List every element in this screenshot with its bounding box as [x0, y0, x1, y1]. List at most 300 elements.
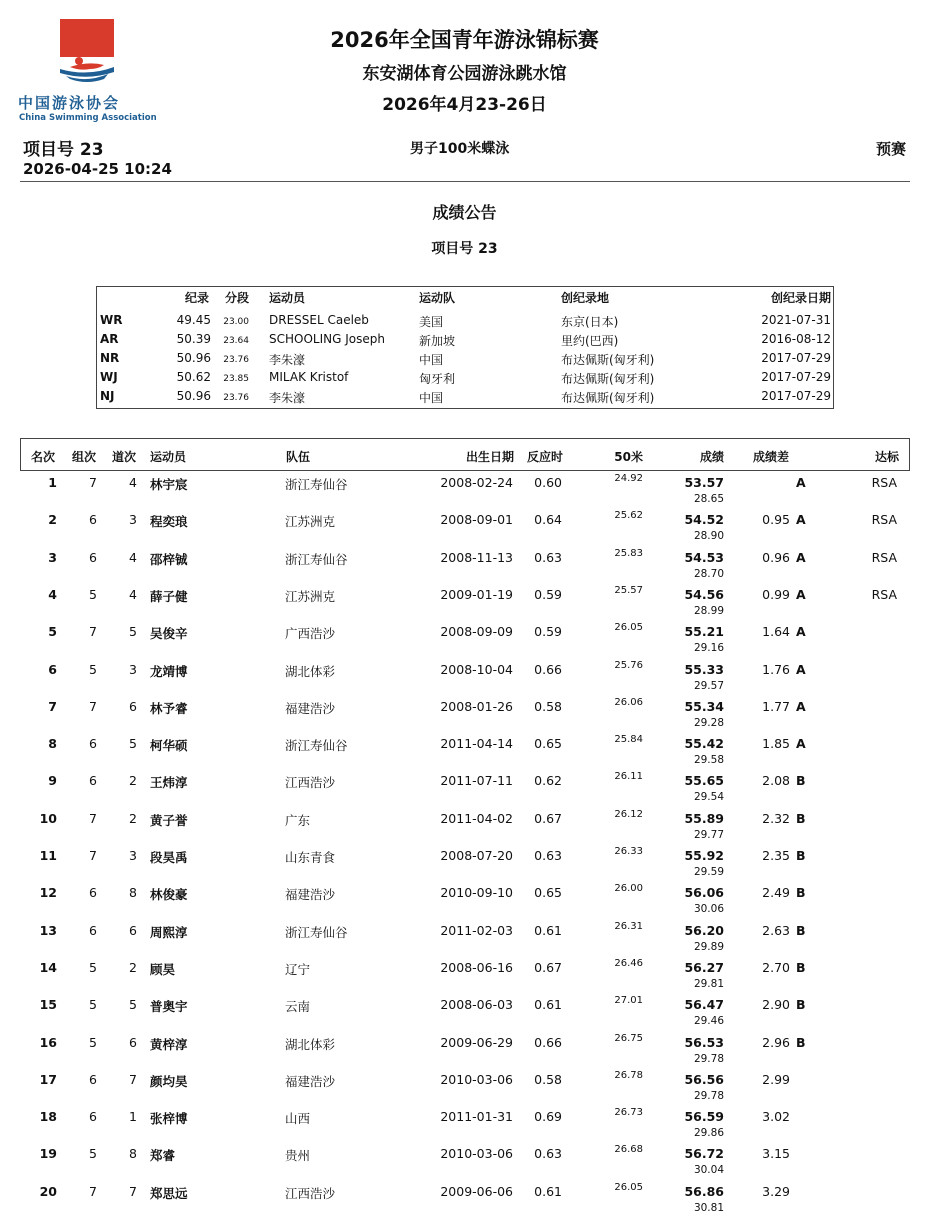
result-lane: 6 [129, 1034, 137, 1050]
result-athlete: 林俊豪 [150, 887, 188, 903]
result-heat: 7 [89, 1183, 97, 1199]
result-split-second-50: 29.57 [693, 679, 724, 692]
result-split-50m: 26.05 [614, 1181, 643, 1193]
result-reaction-time: 0.65 [534, 885, 562, 901]
result-time-behind: 2.63 [762, 922, 790, 938]
result-birth-date: 2011-04-02 [440, 810, 513, 826]
result-qualification-level: B [796, 810, 806, 826]
result-heat: 6 [89, 1109, 97, 1125]
logo-cn-text: 中国游泳协会 [18, 94, 121, 112]
result-time-behind: 2.96 [762, 1034, 790, 1050]
result-reaction-time: 0.62 [534, 773, 562, 789]
record-cell: 2017-07-29 [761, 389, 831, 403]
result-birth-date: 2008-02-24 [440, 475, 513, 490]
result-reaction-time: 0.59 [534, 586, 562, 602]
event-number: 项目号 23 [23, 140, 104, 160]
notice-title: 成绩公告 [432, 203, 497, 222]
results-header-cell: 达标 [874, 450, 899, 464]
result-result: 56.59 [684, 1109, 724, 1125]
result-heat: 7 [89, 624, 97, 640]
result-team: 广东 [285, 812, 311, 828]
result-split-second-50: 30.81 [693, 1201, 724, 1214]
record-row [97, 332, 833, 351]
record-cell: 中国 [419, 391, 444, 405]
result-team: 云南 [285, 999, 311, 1015]
result-athlete: 颜均昊 [150, 1073, 188, 1089]
record-cell: 美国 [419, 315, 444, 329]
result-rank: 14 [39, 959, 57, 975]
result-birth-date: 2010-09-10 [440, 885, 513, 901]
results-header-cell: 组次 [72, 450, 97, 464]
result-lane: 8 [129, 885, 137, 901]
result-rank: 12 [39, 885, 57, 901]
result-lane: 7 [129, 1183, 137, 1199]
results-header-cell: 运动员 [150, 450, 187, 464]
result-time-behind: 0.99 [762, 586, 790, 602]
result-split-50m: 26.31 [614, 920, 643, 932]
result-rank: 7 [48, 698, 57, 714]
record-cell: 50.62 [176, 370, 211, 384]
result-birth-date: 2008-11-13 [440, 549, 513, 565]
result-split-50m: 26.75 [614, 1032, 643, 1044]
result-athlete: 程奕琅 [150, 514, 188, 530]
result-split-50m: 26.05 [614, 622, 643, 634]
result-split-50m: 26.33 [614, 846, 643, 857]
result-split-second-50: 29.59 [693, 866, 724, 878]
record-cell: NJ [100, 389, 115, 403]
result-birth-date: 2008-09-01 [440, 512, 513, 528]
result-result: 56.47 [684, 997, 724, 1013]
result-heat: 5 [89, 1146, 97, 1162]
result-split-second-50: 28.90 [693, 530, 724, 543]
result-split-50m: 26.78 [614, 1069, 643, 1081]
result-split-50m: 26.46 [614, 957, 643, 969]
result-reaction-time: 0.65 [534, 736, 562, 752]
result-split-50m: 26.12 [614, 808, 643, 820]
result-result: 54.53 [684, 549, 724, 565]
record-cell: 中国 [419, 353, 444, 367]
records-table [96, 286, 834, 409]
result-result: 53.57 [684, 475, 724, 490]
result-rank: 18 [39, 1109, 57, 1125]
result-heat: 6 [89, 773, 97, 789]
result-reaction-time: 0.67 [534, 810, 562, 826]
result-lane: 5 [129, 997, 137, 1013]
result-heat: 5 [89, 661, 97, 677]
result-time-behind: 0.95 [762, 512, 790, 528]
result-athlete: 王炜淳 [150, 775, 188, 791]
result-split-second-50: 29.78 [693, 1089, 724, 1102]
records-header-cell: 纪录 [184, 291, 209, 305]
result-split-second-50: 29.16 [693, 642, 724, 655]
result-heat: 6 [89, 736, 97, 752]
result-standard: RSA [871, 475, 897, 490]
result-athlete: 郑思远 [150, 1185, 188, 1201]
result-team: 福建浩沙 [285, 1073, 336, 1089]
result-qualification-level: A [796, 661, 806, 677]
result-result: 56.56 [684, 1071, 724, 1087]
results-header-cell: 50米 [614, 450, 643, 464]
result-lane: 3 [129, 512, 137, 528]
record-cell: 2021-07-31 [761, 313, 831, 327]
divider [20, 181, 910, 182]
result-split-50m: 25.84 [614, 734, 643, 746]
result-team: 浙江寿仙谷 [285, 924, 348, 940]
result-athlete: 邵梓铖 [150, 551, 188, 567]
result-lane: 3 [129, 661, 137, 677]
result-heat: 5 [89, 1034, 97, 1050]
result-split-second-50: 29.89 [693, 940, 724, 953]
result-rank: 5 [48, 624, 57, 640]
record-cell: DRESSEL Caeleb [269, 313, 369, 327]
result-lane: 2 [129, 810, 137, 826]
result-time-behind: 2.32 [762, 810, 790, 826]
result-rank: 15 [39, 997, 57, 1013]
result-time-behind: 3.15 [762, 1146, 790, 1162]
result-reaction-time: 0.66 [534, 1034, 562, 1050]
result-reaction-time: 0.63 [534, 549, 562, 565]
result-team: 江苏洲克 [285, 588, 336, 604]
result-team: 浙江寿仙谷 [285, 738, 348, 754]
result-qualification-level: B [796, 959, 806, 975]
result-heat: 6 [89, 1071, 97, 1087]
record-row [97, 370, 833, 389]
result-heat: 6 [89, 885, 97, 901]
result-reaction-time: 0.63 [534, 1146, 562, 1162]
record-cell: 李朱濠 [269, 391, 306, 405]
result-result: 55.89 [684, 810, 724, 826]
result-heat: 7 [89, 698, 97, 714]
result-split-50m: 25.83 [614, 547, 643, 559]
result-result: 55.42 [684, 736, 724, 752]
result-lane: 1 [129, 1109, 137, 1125]
result-lane: 8 [129, 1146, 137, 1162]
results-table-header [20, 438, 910, 471]
result-rank: 6 [48, 661, 57, 677]
results-header-cell: 队伍 [286, 450, 311, 464]
result-result: 56.06 [684, 885, 724, 901]
results-header-cell: 成绩差 [752, 450, 789, 464]
result-lane: 7 [129, 1071, 137, 1087]
result-result: 56.53 [684, 1034, 724, 1050]
result-lane: 6 [129, 922, 137, 938]
results-header-cell: 名次 [31, 450, 56, 464]
record-cell: 23.85 [223, 374, 249, 384]
result-lane: 4 [129, 549, 137, 565]
records-header-cell: 运动员 [269, 291, 306, 305]
result-qualification-level: A [796, 549, 806, 565]
result-heat: 7 [89, 475, 97, 490]
result-rank: 4 [48, 586, 57, 602]
record-cell: AR [100, 332, 119, 346]
record-cell: WJ [100, 370, 118, 384]
result-athlete: 周熙淳 [150, 924, 188, 940]
result-rank: 9 [48, 773, 57, 789]
result-lane: 6 [129, 698, 137, 714]
record-cell: 49.45 [176, 313, 211, 327]
notice-subtitle: 项目号 23 [431, 241, 498, 257]
result-birth-date: 2008-06-03 [440, 997, 513, 1013]
result-reaction-time: 0.61 [534, 1183, 562, 1199]
result-time-behind: 2.49 [762, 885, 790, 901]
result-qualification-level: A [796, 624, 806, 640]
result-standard: RSA [871, 512, 897, 528]
result-split-50m: 24.92 [614, 473, 643, 484]
result-split-second-50: 29.78 [693, 1052, 724, 1065]
record-cell: 里约(巴西) [561, 334, 619, 348]
result-birth-date: 2011-01-31 [440, 1109, 513, 1125]
result-lane: 5 [129, 624, 137, 640]
result-split-50m: 27.01 [614, 995, 643, 1007]
competition-dates: 2026年4月23-26日 [382, 95, 547, 115]
result-time-behind: 0.96 [762, 549, 790, 565]
event-datetime: 2026-04-25 10:24 [23, 160, 172, 178]
result-standard: RSA [871, 586, 897, 602]
record-cell: 布达佩斯(匈牙利) [561, 353, 655, 367]
result-birth-date: 2008-06-16 [440, 959, 513, 975]
result-team: 山西 [285, 1111, 311, 1127]
result-result: 55.92 [684, 848, 724, 863]
result-qualification-level: B [796, 848, 806, 863]
result-qualification-level: B [796, 997, 806, 1013]
record-cell: 布达佩斯(匈牙利) [561, 372, 655, 386]
result-result: 55.21 [684, 624, 724, 640]
result-lane: 2 [129, 773, 137, 789]
record-cell: SCHOOLING Joseph [269, 332, 385, 346]
result-reaction-time: 0.60 [534, 475, 562, 490]
result-split-second-50: 29.81 [693, 977, 724, 990]
result-split-50m: 25.62 [614, 510, 643, 522]
result-qualification-level: B [796, 773, 806, 789]
results-header-cell: 成绩 [699, 450, 724, 464]
records-header-cell: 分段 [224, 291, 249, 305]
result-birth-date: 2010-03-06 [440, 1071, 513, 1087]
result-rank: 2 [48, 512, 57, 528]
result-birth-date: 2009-01-19 [440, 586, 513, 602]
result-result: 56.20 [684, 922, 724, 938]
result-reaction-time: 0.64 [534, 512, 562, 528]
record-cell: 匈牙利 [419, 372, 456, 386]
result-birth-date: 2008-01-26 [440, 698, 513, 714]
result-reaction-time: 0.69 [534, 1109, 562, 1125]
result-team: 福建浩沙 [285, 700, 336, 716]
result-team: 福建浩沙 [285, 887, 336, 903]
record-cell: NR [100, 351, 120, 365]
result-team: 浙江寿仙谷 [285, 551, 348, 567]
result-split-second-50: 29.58 [693, 754, 724, 767]
record-cell: 新加坡 [419, 334, 456, 348]
record-cell: 2017-07-29 [761, 351, 831, 365]
result-qualification-level: B [796, 1034, 806, 1050]
venue: 东安湖体育公园游泳跳水馆 [362, 64, 567, 84]
record-cell: 2016-08-12 [761, 332, 831, 346]
result-heat: 5 [89, 959, 97, 975]
result-split-second-50: 30.06 [693, 903, 724, 916]
result-rank: 13 [39, 922, 57, 938]
result-athlete: 林予睿 [150, 700, 188, 716]
result-split-50m: 26.73 [614, 1107, 643, 1119]
logo-en-text: China Swimming Association [19, 113, 157, 123]
result-split-50m: 25.57 [614, 584, 643, 596]
result-result: 55.33 [684, 661, 724, 677]
result-split-50m: 26.00 [614, 883, 643, 895]
result-rank: 19 [39, 1146, 57, 1162]
result-athlete: 吴俊辛 [150, 626, 188, 642]
result-reaction-time: 0.58 [534, 1071, 562, 1087]
record-cell: 50.39 [176, 332, 211, 346]
result-birth-date: 2008-09-09 [440, 624, 513, 640]
result-lane: 4 [129, 586, 137, 602]
result-reaction-time: 0.61 [534, 997, 562, 1013]
result-time-behind: 1.76 [762, 661, 790, 677]
record-cell: 23.64 [223, 336, 249, 346]
result-time-behind: 3.02 [762, 1109, 790, 1125]
result-team: 江西浩沙 [285, 1185, 336, 1201]
result-athlete: 黄子誉 [150, 812, 188, 828]
result-result: 56.27 [684, 959, 724, 975]
event-round: 预赛 [875, 140, 906, 158]
result-standard: RSA [871, 549, 897, 565]
result-reaction-time: 0.58 [534, 698, 562, 714]
result-team: 辽宁 [285, 961, 311, 977]
results-header-cell: 出生日期 [465, 450, 514, 464]
record-cell: MILAK Kristof [269, 370, 349, 384]
record-cell: 李朱濠 [269, 353, 306, 367]
result-rank: 20 [39, 1183, 57, 1199]
result-athlete: 张梓博 [150, 1111, 188, 1127]
result-split-50m: 25.76 [614, 659, 643, 671]
result-birth-date: 2011-02-03 [440, 922, 513, 938]
result-team: 山东青食 [285, 850, 336, 865]
result-result: 55.34 [684, 698, 724, 714]
record-cell: 23.76 [223, 355, 249, 365]
competition-title: 2026年全国青年游泳锦标赛 [330, 28, 599, 52]
result-split-second-50: 28.65 [693, 493, 724, 505]
result-team: 江西浩沙 [285, 775, 336, 791]
result-split-second-50: 29.86 [693, 1127, 724, 1140]
result-reaction-time: 0.66 [534, 661, 562, 677]
record-cell: 50.96 [176, 351, 211, 365]
result-birth-date: 2008-07-20 [440, 848, 513, 863]
result-team: 湖北体彩 [285, 1036, 336, 1052]
records-header-cell: 运动队 [419, 291, 456, 305]
result-split-second-50: 28.99 [693, 604, 724, 617]
result-birth-date: 2008-10-04 [440, 661, 513, 677]
result-time-behind: 2.99 [762, 1071, 790, 1087]
event-name: 男子100米蝶泳 [410, 141, 510, 157]
result-birth-date: 2010-03-06 [440, 1146, 513, 1162]
result-time-behind: 1.85 [762, 736, 790, 752]
result-time-behind: 3.29 [762, 1183, 790, 1199]
result-athlete: 普奥宇 [150, 999, 188, 1015]
record-row [97, 313, 833, 332]
result-athlete: 柯华硕 [150, 738, 188, 754]
result-heat: 6 [89, 549, 97, 565]
result-team: 浙江寿仙谷 [285, 477, 348, 492]
record-cell: 2017-07-29 [761, 370, 831, 384]
result-team: 贵州 [285, 1148, 311, 1164]
result-split-50m: 26.11 [614, 771, 643, 783]
result-qualification-level: A [796, 698, 806, 714]
result-qualification-level: B [796, 885, 806, 901]
result-lane: 4 [129, 475, 137, 490]
result-athlete: 黄梓淳 [150, 1036, 188, 1052]
results-header-cell: 反应时 [526, 450, 563, 464]
result-rank: 3 [48, 549, 57, 565]
result-rank: 1 [48, 475, 57, 490]
result-reaction-time: 0.67 [534, 959, 562, 975]
records-header-cell: 创纪录日期 [770, 291, 831, 305]
result-qualification-level: A [796, 586, 806, 602]
result-time-behind: 2.08 [762, 773, 790, 789]
result-athlete: 顾昊 [150, 961, 176, 977]
record-cell: 23.76 [223, 393, 249, 403]
result-lane: 5 [129, 736, 137, 752]
result-time-behind: 1.64 [762, 624, 790, 640]
result-rank: 17 [39, 1071, 57, 1087]
result-split-second-50: 29.54 [693, 791, 724, 804]
result-team: 广西浩沙 [285, 626, 336, 642]
records-header-row [97, 289, 833, 308]
result-athlete: 林宇宸 [150, 477, 188, 492]
result-time-behind: 1.77 [762, 698, 790, 714]
result-reaction-time: 0.59 [534, 624, 562, 640]
result-split-50m: 26.06 [614, 696, 643, 708]
result-rank: 11 [39, 848, 57, 863]
result-result: 55.65 [684, 773, 724, 789]
result-lane: 3 [129, 848, 137, 863]
results-header-cell: 道次 [112, 450, 137, 464]
result-heat: 7 [89, 810, 97, 826]
result-qualification-level: A [796, 736, 806, 752]
result-rank: 16 [39, 1034, 57, 1050]
result-team: 江苏洲克 [285, 514, 336, 530]
result-team: 湖北体彩 [285, 663, 336, 679]
result-result: 56.86 [684, 1183, 724, 1199]
record-cell: 23.00 [223, 317, 249, 327]
record-cell: 50.96 [176, 389, 211, 403]
result-heat: 5 [89, 586, 97, 602]
result-athlete: 龙靖博 [150, 663, 188, 679]
result-split-second-50: 29.46 [693, 1015, 724, 1028]
result-result: 56.72 [684, 1146, 724, 1162]
record-cell: 布达佩斯(匈牙利) [561, 391, 655, 405]
result-qualification-level: A [796, 475, 806, 490]
result-reaction-time: 0.61 [534, 922, 562, 938]
result-split-second-50: 28.70 [693, 567, 724, 580]
result-athlete: 郑睿 [150, 1148, 176, 1164]
result-birth-date: 2009-06-06 [440, 1183, 513, 1199]
result-birth-date: 2011-07-11 [440, 773, 513, 789]
record-cell: WR [100, 313, 123, 327]
result-birth-date: 2009-06-29 [440, 1034, 513, 1050]
result-heat: 5 [89, 997, 97, 1013]
result-heat: 7 [89, 848, 97, 863]
result-reaction-time: 0.63 [534, 848, 562, 863]
result-rank: 10 [39, 810, 57, 826]
result-split-second-50: 29.28 [693, 716, 724, 729]
result-result: 54.52 [684, 512, 724, 528]
record-cell: 东京(日本) [561, 315, 619, 329]
result-split-50m: 26.68 [614, 1144, 643, 1156]
result-qualification-level: A [796, 512, 806, 528]
result-lane: 2 [129, 959, 137, 975]
record-row [97, 351, 833, 370]
result-result: 54.56 [684, 586, 724, 602]
result-athlete: 段昊禹 [150, 850, 188, 865]
result-qualification-level: B [796, 922, 806, 938]
result-heat: 6 [89, 922, 97, 938]
